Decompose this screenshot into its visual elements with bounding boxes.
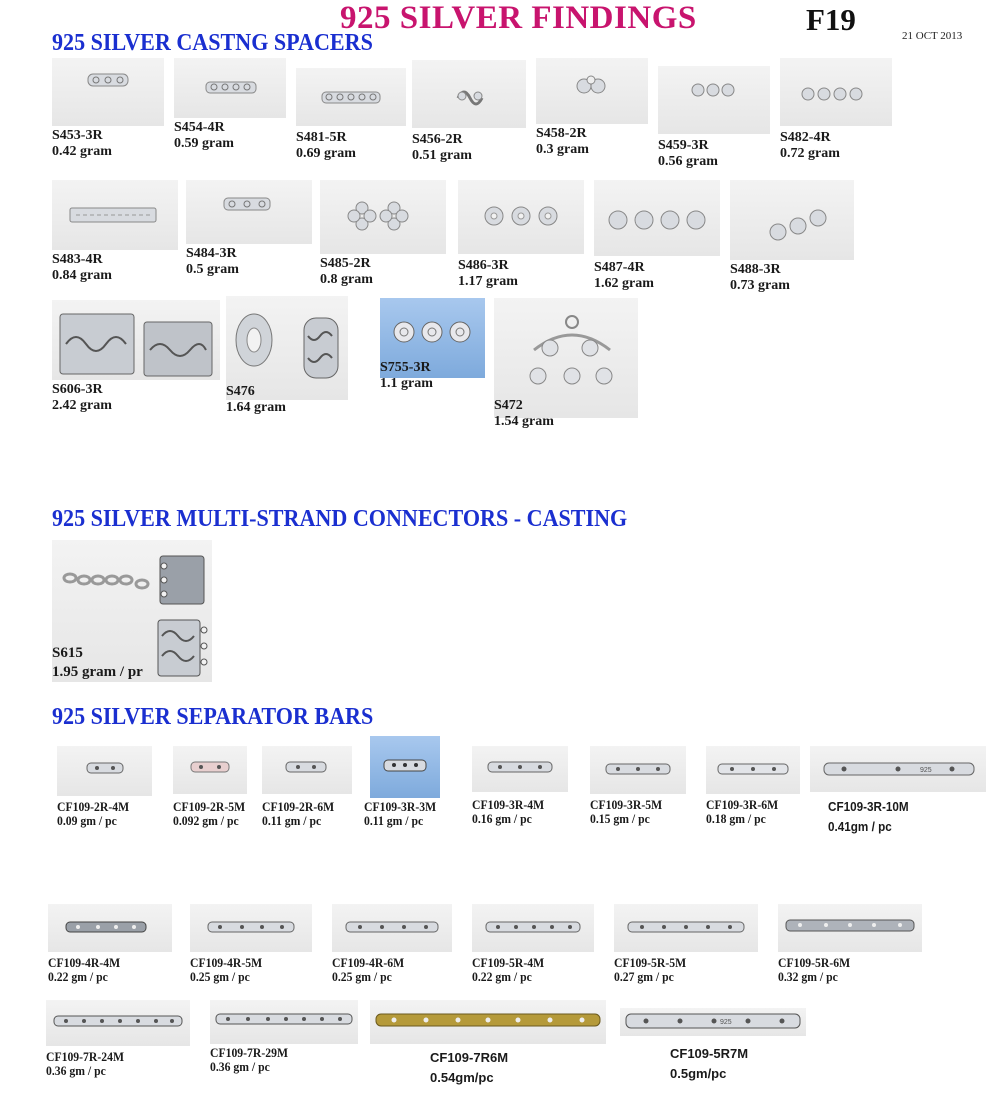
bar-caption: CF109-7R-29M 0.36 gm / pc [210, 1045, 288, 1074]
product-photo-s488[interactable] [730, 180, 854, 260]
product-caption: S615 1.95 gram / pr [52, 645, 143, 680]
bar-photo-cf109-3r-3m[interactable] [370, 736, 440, 798]
product-photo-s487[interactable] [594, 180, 720, 256]
bar-caption: CF109-5R-6M 0.32 gm / pc [778, 955, 851, 984]
bar-photo-cf109-2r-6m[interactable] [262, 746, 352, 794]
product-caption: S487-4R 1.62 gram [594, 260, 654, 291]
bar-caption: CF109-7R-24M 0.36 gm / pc [46, 1049, 124, 1078]
bar-photo-cf109-2r-5m[interactable] [173, 746, 247, 794]
bar-photo-cf109-4r-4m[interactable] [48, 904, 172, 952]
product-photo-s483[interactable] [52, 180, 178, 250]
product-caption: S458-2R 0.3 gram [536, 126, 589, 157]
product-caption: S484-3R 0.5 gram [186, 246, 239, 277]
stamp-mark: 925 [720, 1019, 732, 1026]
bar-photo-cf109-5r-6m[interactable] [778, 904, 922, 952]
bar-photo-cf109-3r-10m[interactable] [810, 746, 986, 792]
bar-photo-cf109-4r-6m[interactable] [332, 904, 452, 952]
product-caption: S483-4R 0.84 gram [52, 252, 112, 283]
product-photo-s453[interactable] [52, 58, 164, 126]
bar-photo-cf109-5r-5m[interactable] [614, 904, 758, 952]
section-heading-spacers: 925 SILVER CASTNG SPACERS [52, 30, 373, 56]
bar-caption: CF109-4R-4M 0.22 gm / pc [48, 955, 121, 984]
bar-caption: CF109-3R-3M 0.11 gm / pc [364, 799, 437, 828]
page-title: 925 SILVER FINDINGS [340, 0, 697, 36]
product-photo-s459[interactable] [658, 66, 770, 134]
bar-caption: CF109-2R-4M 0.09 gm / pc [57, 799, 130, 828]
product-caption: S454-4R 0.59 gram [174, 120, 234, 151]
bar-photo-cf109-4r-5m[interactable] [190, 904, 312, 952]
product-caption: S486-3R 1.17 gram [458, 258, 518, 289]
bar-photo-cf109-2r-4m[interactable] [57, 746, 152, 796]
bar-photo-cf109-7r-24m[interactable] [46, 1000, 190, 1046]
product-caption: S755-3R 1.1 gram [380, 360, 433, 391]
bar-caption: CF109-5R-4M 0.22 gm / pc [472, 955, 545, 984]
product-caption: S476 1.64 gram [226, 384, 286, 415]
bar-photo-cf109-5r7m[interactable] [620, 1008, 806, 1036]
bar-photo-cf109-3r-4m[interactable] [472, 746, 568, 792]
catalog-date: 21 OCT 2013 [902, 30, 963, 42]
bar-caption: CF109-4R-5M 0.25 gm / pc [190, 955, 263, 984]
bar-photo-cf109-5r-4m[interactable] [472, 904, 594, 952]
product-photo-s454[interactable] [174, 58, 286, 118]
bar-photo-cf109-7r6m[interactable] [370, 1000, 606, 1044]
product-caption: S482-4R 0.72 gram [780, 130, 840, 161]
section-heading-connectors: 925 SILVER MULTI-STRAND CONNECTORS - CASTING [52, 506, 628, 532]
bar-photo-cf109-3r-6m[interactable] [706, 746, 800, 794]
bar-caption: CF109-3R-10M 0.41gm / pc [828, 799, 909, 834]
bar-caption: CF109-3R-6M 0.18 gm / pc [706, 797, 779, 826]
bar-caption: CF109-5R7M 0.5gm/pc [670, 1046, 749, 1081]
product-caption: S481-5R 0.69 gram [296, 130, 356, 161]
bar-caption: CF109-7R6M 0.54gm/pc [430, 1050, 509, 1085]
bar-caption: CF109-3R-4M 0.16 gm / pc [472, 797, 545, 826]
product-photo-s456[interactable] [412, 60, 526, 128]
product-photo-s482[interactable] [780, 58, 892, 126]
bar-caption: CF109-4R-6M 0.25 gm / pc [332, 955, 405, 984]
bar-caption: CF109-2R-5M 0.092 gm / pc [173, 799, 246, 828]
product-photo-s486[interactable] [458, 180, 584, 254]
bar-photo-cf109-3r-5m[interactable] [590, 746, 686, 794]
bar-caption: CF109-3R-5M 0.15 gm / pc [590, 797, 663, 826]
bar-caption: CF109-5R-5M 0.27 gm / pc [614, 955, 687, 984]
bar-caption: CF109-2R-6M 0.11 gm / pc [262, 799, 335, 828]
product-caption: S453-3R 0.42 gram [52, 128, 112, 159]
product-caption: S485-2R 0.8 gram [320, 256, 373, 287]
product-caption: S488-3R 0.73 gram [730, 262, 790, 293]
product-caption: S456-2R 0.51 gram [412, 132, 472, 163]
page-code: F19 [806, 2, 856, 37]
product-photo-s606[interactable] [52, 300, 220, 380]
product-photo-s481[interactable] [296, 68, 406, 126]
product-photo-s485[interactable] [320, 180, 446, 254]
product-caption: S459-3R 0.56 gram [658, 138, 718, 169]
product-caption: S472 1.54 gram [494, 398, 554, 429]
product-photo-s458[interactable] [536, 58, 648, 124]
stamp-mark: 925 [920, 767, 932, 774]
section-heading-separator-bars: 925 SILVER SEPARATOR BARS [52, 704, 374, 730]
bar-photo-cf109-7r-29m[interactable] [210, 1000, 358, 1044]
product-photo-s484[interactable] [186, 180, 312, 244]
product-caption: S606-3R 2.42 gram [52, 382, 112, 413]
